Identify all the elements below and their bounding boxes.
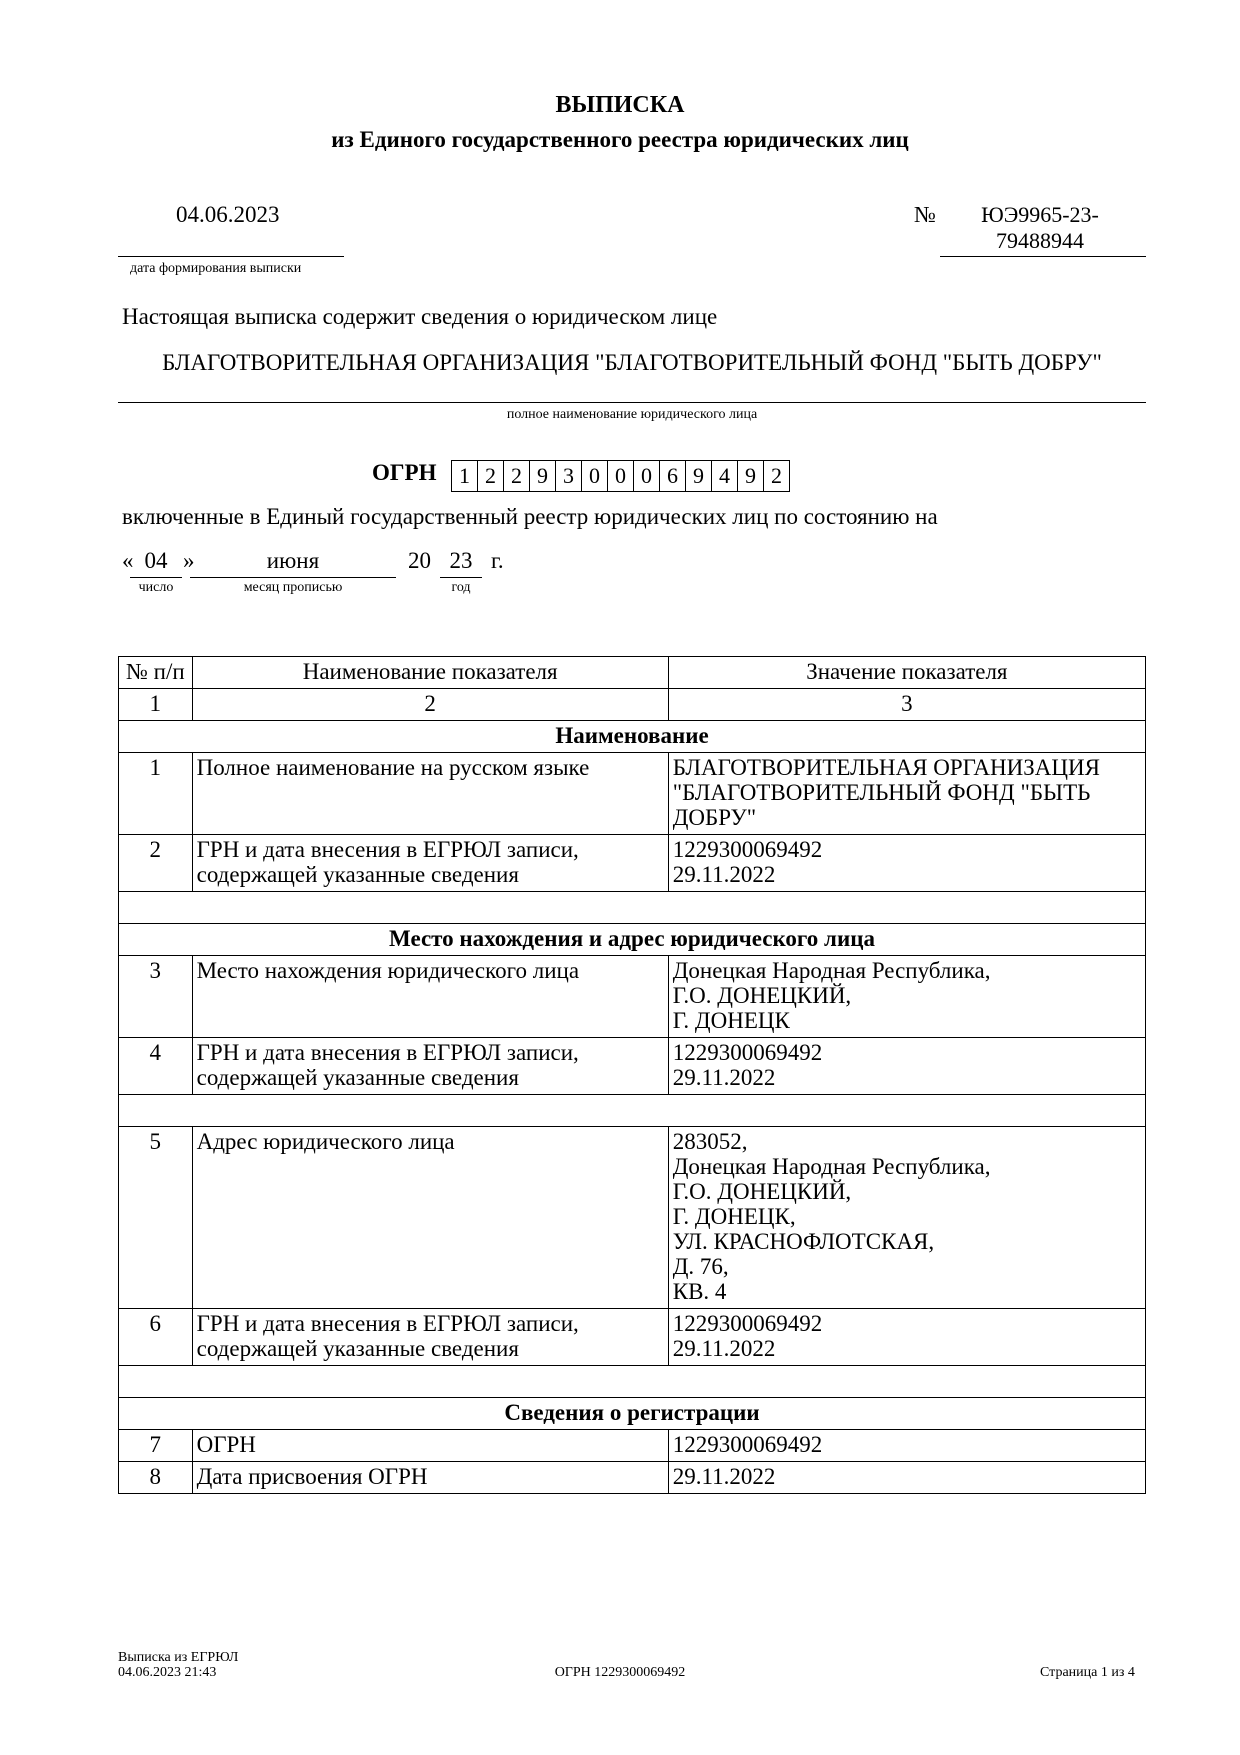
ogrn-digit: 0 <box>607 460 634 492</box>
date-quote-open: « <box>122 548 134 573</box>
date-year-suffix: г. <box>491 548 504 573</box>
ogrn-digit: 2 <box>763 460 790 492</box>
row-value: 283052, Донецкая Народная Республика, Г.О. ДОНЕЦКИЙ, Г. ДОНЕЦК, УЛ. КРАСНОФЛОТСКАЯ, Д. 76, КВ. 4 <box>668 1127 1145 1309</box>
footer-ogrn: ОГРН 1229300069492 <box>554 1665 686 1680</box>
row-number: 7 <box>119 1430 193 1462</box>
row-number: 8 <box>119 1462 193 1494</box>
org-full-name: БЛАГОТВОРИТЕЛЬНАЯ ОРГАНИЗАЦИЯ "БЛАГОТВОРИТЕЛЬНЫЙ ФОНД "БЫТЬ ДОБРУ" <box>162 350 1102 375</box>
row-number: 4 <box>119 1038 193 1095</box>
ogrn-digit: 3 <box>555 460 582 492</box>
ogrn-digit: 9 <box>737 460 764 492</box>
org-name-caption: полное наименование юридического лица <box>506 407 758 422</box>
section-title: Наименование <box>119 721 1146 753</box>
row-name: Место нахождения юридического лица <box>192 956 668 1038</box>
ogrn-digit: 0 <box>633 460 660 492</box>
row-name: ГРН и дата внесения в ЕГРЮЛ записи, содержащей указанные сведения <box>192 1038 668 1095</box>
row-number: 1 <box>119 753 193 835</box>
table-header-row <box>119 657 1146 689</box>
ogrn-digit: 9 <box>685 460 712 492</box>
row-name: ОГРН <box>192 1430 668 1462</box>
header-cell-value: Значение показателя <box>668 657 1145 689</box>
column-numbers-row <box>119 689 1146 721</box>
spacer-row <box>119 1095 1146 1127</box>
date-day: 04 <box>144 548 168 573</box>
spacer-row <box>119 1366 1146 1398</box>
date-year-underline <box>440 577 482 578</box>
table-row <box>119 1309 1146 1366</box>
ogrn-digit: 2 <box>477 460 504 492</box>
ogrn-digit: 9 <box>529 460 556 492</box>
section-title: Сведения о регистрации <box>119 1398 1146 1430</box>
table-row <box>119 835 1146 892</box>
row-name: ГРН и дата внесения в ЕГРЮЛ записи, содержащей указанные сведения <box>192 1309 668 1366</box>
spacer-row <box>119 892 1146 924</box>
row-value: 1229300069492 <box>668 1430 1145 1462</box>
row-value: Донецкая Народная Республика, Г.О. ДОНЕЦКИЙ, Г. ДОНЕЦК <box>668 956 1145 1038</box>
date-year: 23 <box>449 548 473 573</box>
row-number: 2 <box>119 835 193 892</box>
row-value: 1229300069492 29.11.2022 <box>668 1038 1145 1095</box>
date-day-caption: число <box>138 580 174 595</box>
ogrn-digit: 4 <box>711 460 738 492</box>
row-name: Дата присвоения ОГРН <box>192 1462 668 1494</box>
date-year-caption: год <box>451 580 471 595</box>
column-number-cell: 3 <box>668 689 1145 721</box>
row-number: 5 <box>119 1127 193 1309</box>
table-row <box>119 753 1146 835</box>
row-name: Полное наименование на русском языке <box>192 753 668 835</box>
date-century: 20 <box>408 548 431 573</box>
date-month: июня <box>266 548 320 573</box>
section-row <box>119 1398 1146 1430</box>
date-quote-close: » <box>183 548 195 573</box>
document-subtitle: из Единого государственного реестра юридических лиц <box>331 127 909 152</box>
ogrn-digit-boxes <box>452 460 790 492</box>
registry-table <box>118 656 1146 1494</box>
date-day-underline <box>130 577 182 578</box>
header-cell-number: № п/п <box>119 657 193 689</box>
org-name-underline <box>118 402 1146 403</box>
spacer-cell <box>119 1095 1146 1127</box>
footer-datetime: 04.06.2023 21:43 <box>118 1665 217 1680</box>
footer-title: Выписка из ЕГРЮЛ <box>118 1650 239 1665</box>
row-name: Адрес юридического лица <box>192 1127 668 1309</box>
formation-date: 04.06.2023 <box>176 202 280 227</box>
intro-text: Настоящая выписка содержит сведения о юридическом лице <box>122 304 718 329</box>
formation-date-underline <box>118 256 344 257</box>
number-sign: № <box>914 202 936 227</box>
header-cell-indicator: Наименование показателя <box>192 657 668 689</box>
extract-number: ЮЭ9965-23-79488944 <box>981 202 1099 253</box>
row-value: 1229300069492 29.11.2022 <box>668 1309 1145 1366</box>
date-month-underline <box>190 577 396 578</box>
extract-number-underline <box>940 256 1146 257</box>
column-number-cell: 2 <box>192 689 668 721</box>
row-value: 1229300069492 29.11.2022 <box>668 835 1145 892</box>
table-row <box>119 956 1146 1038</box>
section-row <box>119 924 1146 956</box>
included-text: включенные в Единый государственный реестр юридических лиц по состоянию на <box>122 504 938 529</box>
column-number-cell: 1 <box>119 689 193 721</box>
table-row <box>119 1038 1146 1095</box>
date-month-caption: месяц прописью <box>243 580 343 595</box>
row-value: 29.11.2022 <box>668 1462 1145 1494</box>
section-title: Место нахождения и адрес юридического лица <box>119 924 1146 956</box>
ogrn-digit: 6 <box>659 460 686 492</box>
document-title: ВЫПИСКА <box>555 92 685 118</box>
spacer-cell <box>119 892 1146 924</box>
table-row <box>119 1462 1146 1494</box>
row-number: 3 <box>119 956 193 1038</box>
ogrn-digit: 0 <box>581 460 608 492</box>
section-row <box>119 721 1146 753</box>
spacer-cell <box>119 1366 1146 1398</box>
ogrn-digit: 2 <box>503 460 530 492</box>
table-row <box>119 1430 1146 1462</box>
formation-date-caption: дата формирования выписки <box>130 261 302 276</box>
row-number: 6 <box>119 1309 193 1366</box>
ogrn-label: ОГРН <box>372 460 437 485</box>
row-name: ГРН и дата внесения в ЕГРЮЛ записи, содержащей указанные сведения <box>192 835 668 892</box>
ogrn-digit: 1 <box>451 460 478 492</box>
row-value: БЛАГОТВОРИТЕЛЬНАЯ ОРГАНИЗАЦИЯ "БЛАГОТВОРИТЕЛЬНЫЙ ФОНД "БЫТЬ ДОБРУ" <box>668 753 1145 835</box>
footer-page-number: Страница 1 из 4 <box>1040 1665 1135 1680</box>
table-row <box>119 1127 1146 1309</box>
